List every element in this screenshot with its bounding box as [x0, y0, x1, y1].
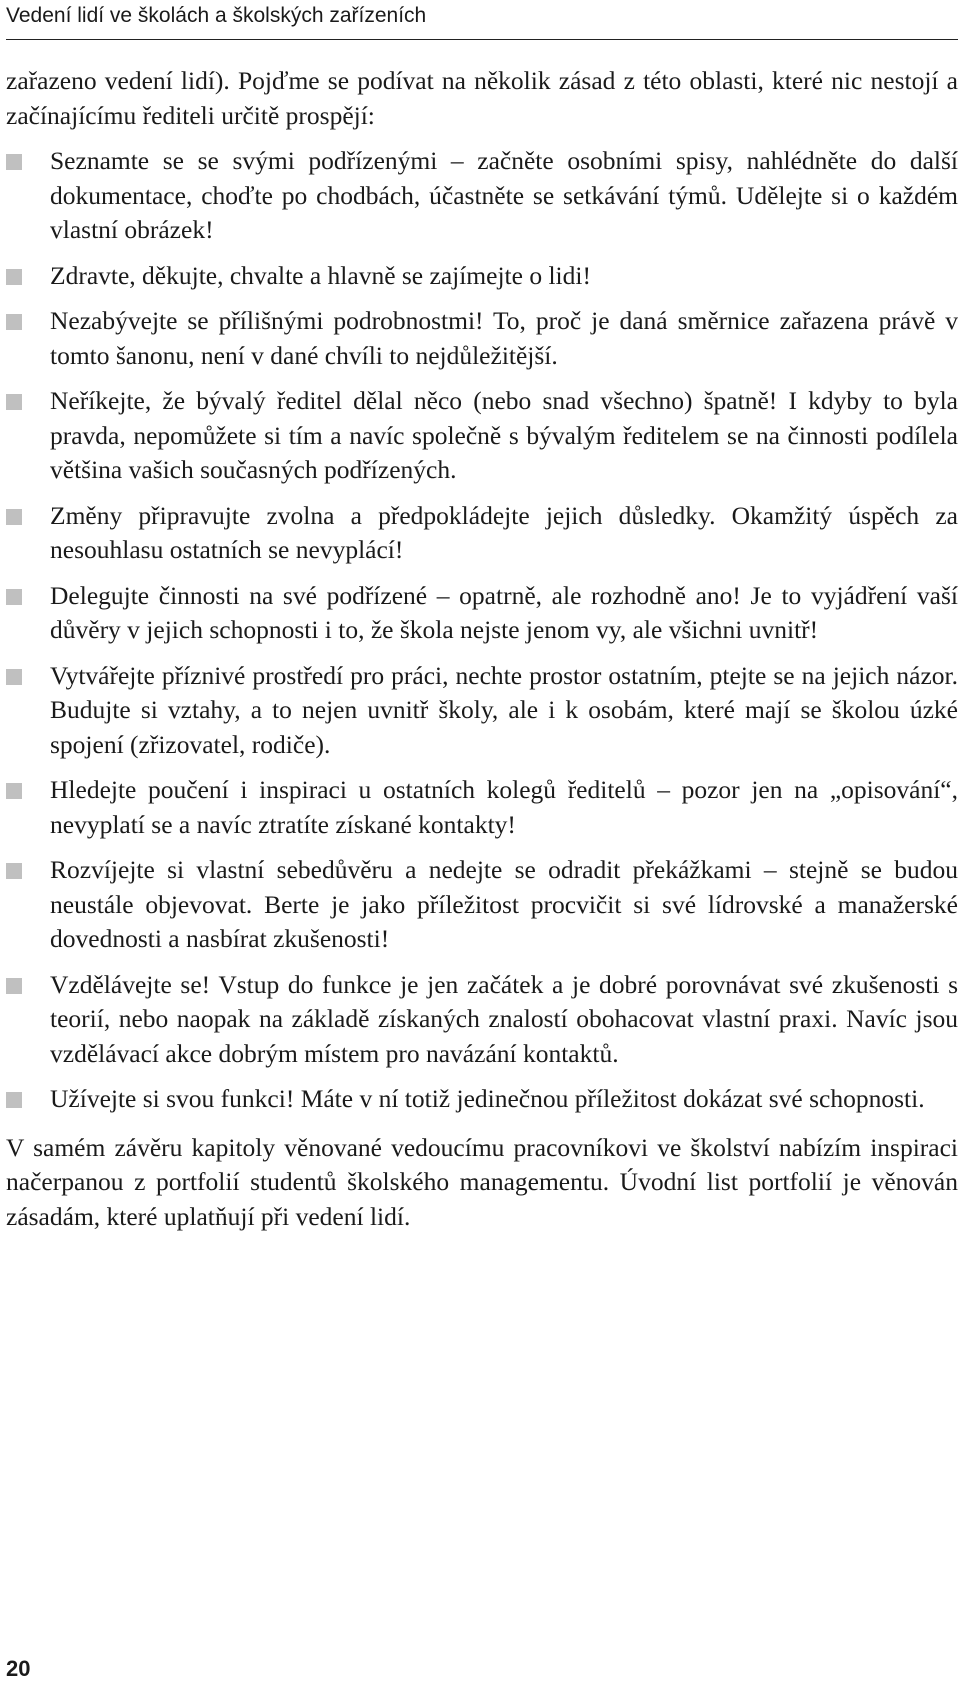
bullet-item: Vytvářejte příznivé prostředí pro práci, nechte prostor ostatním, ptejte se na jejich názor. Budujte si vztahy, a to nejen uvnitř školy, ale i k osobám, které mají se školou úzké spojení (zřizovatel, rodiče).: [6, 659, 958, 763]
bullet-item: Vzdělávejte se! Vstup do funkce je jen začátek a je dobré porovnávat své zkušenosti s teorií, nebo naopak na základě získaných znalostí obohacovat vlastní praxi. Navíc jsou vzdělávací akce dobrým místem pro navázání kontaktů.: [6, 968, 958, 1072]
bullet-item: Rozvíjejte si vlastní sebedůvěru a nedejte se odradit překážkami – stejně se budou neustále objevovat. Berte je jako příležitost procvičit si své lídrovské a manažerské dovednosti a nasbírat zkušenosti!: [6, 853, 958, 957]
bullet-item: Neříkejte, že bývalý ředitel dělal něco (nebo snad všechno) špatně! I kdyby to byla pravda, nepomůžete si tím a navíc společně s bývalým ředitelem se na činnosti podílela většina vašich současných podřízených.: [6, 384, 958, 488]
bullet-item: Nezabývejte se přílišnými podrobnostmi! To, proč je daná směrnice zařazena právě v tomto šanonu, není v dané chvíli to nejdůležitější.: [6, 304, 958, 373]
bullet-item: Delegujte činnosti na své podřízené – opatrně, ale rozhodně ano! Je to vyjádření vaší důvěry v jejich schopnosti i to, že škola nejste jenom vy, ale všichni uvnitř!: [6, 579, 958, 648]
closing-paragraph: V samém závěru kapitoly věnované vedoucímu pracovníkovi ve školství nabízím inspiraci načerpanou z portfolií studentů školského managementu. Úvodní list portfolií je věnován zásadám, které uplatňují při vedení lidí.: [6, 1132, 958, 1231]
intro-paragraph: zařazeno vedení lidí). Pojďme se podívat na několik zásad z této oblasti, které nic nestojí a začínajícímu řediteli určitě prospějí:: [6, 66, 958, 130]
bullet-item: Užívejte si svou funkci! Máte v ní totiž jedinečnou příležitost dokázat své schopnosti.: [6, 1082, 958, 1117]
bullet-item: Zdravte, děkujte, chvalte a hlavně se zajímejte o lidi!: [6, 259, 958, 294]
running-title: Vedení lidí ve školách a školských zařízeních: [6, 4, 427, 27]
bullet-item: Seznamte se se svými podřízenými – začněte osobními spisy, nahlédněte do další dokumentace, choďte po chodbách, účastněte se setkávání týmů. Udělejte si o každém vlastní obrázek!: [6, 144, 958, 248]
bullet-list: [6, 144, 958, 1117]
running-header: [6, 2, 958, 40]
page-body: [6, 64, 958, 1234]
bullet-item: Hledejte poučení i inspiraci u ostatních kolegů ředitelů – pozor jen na „opisování“, nevyplatí se a navíc ztratíte získané kontakty!: [6, 773, 958, 842]
page-number: 20: [6, 1656, 31, 1681]
bullet-item: Změny připravujte zvolna a předpokládejte jejich důsledky. Okamžitý úspěch za nesouhlasu ostatních se nevyplácí!: [6, 499, 958, 568]
